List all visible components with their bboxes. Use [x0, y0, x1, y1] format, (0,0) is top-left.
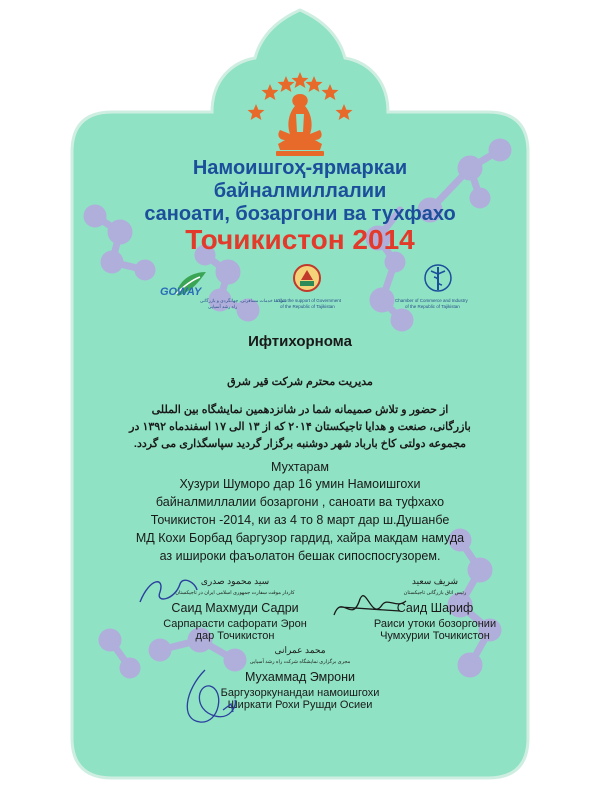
signatory-right-fa-title: رئیس اتاق بازرگانی تاجیکستان — [403, 590, 467, 596]
fa-body-line3: مجموعه دولتی کاخ بارباد شهر دوشنبه برگزار گردید سپاسگذاری می گردد. — [133, 438, 467, 450]
goway-name: GOWAY — [160, 286, 202, 298]
signatory-center-fa-name: محمد عمرانی — [274, 645, 326, 655]
goway-logo — [160, 268, 287, 314]
tj-body-line1: Хузури Шуморо дар 16 умин Намоишгохи — [179, 477, 421, 491]
signatory-left-name: Саид Махмуди Садри — [171, 601, 299, 615]
tj-body-line4: МД Кохи Борбад баргузор гардид, хайра макдам намуда — [135, 531, 465, 545]
signatory-right-fa-name: شریف سعید — [411, 576, 459, 586]
fa-body-line1: از حضور و تلاش صمیمانه شما در شانزدهمین نمایشگاه بین المللی — [151, 404, 449, 416]
signatory-center-name: Мухаммад Эмрони — [245, 670, 355, 684]
chamber-logo — [395, 262, 485, 316]
signatory-center-title-line2: Ширкати Рохи Рушди Осиеи — [227, 699, 373, 711]
chamber-caption-line2: of the Republic of Tajikistan — [405, 304, 460, 309]
signatory-center-title-line1: Баргузоркунандаи намоишгохи — [220, 687, 380, 699]
tj-body-line3: Точикистон -2014, ки аз 4 то 8 март дар ш.Душанбе — [150, 513, 450, 527]
goway-caption-line1: شرکت خدمات مسافرتی، جهانگردی و بازرگانی — [200, 298, 287, 303]
star-icon — [262, 84, 279, 100]
certificate-heading: Ифтихорнома — [248, 333, 352, 350]
signature-center — [175, 660, 255, 730]
signatory-right-title-line1: Раиси утоки бозоргонии — [373, 618, 497, 630]
crown-base — [276, 151, 324, 156]
tajikistan-coat-of-arms-icon — [292, 262, 322, 294]
crown-emblem — [240, 70, 360, 160]
star-icon — [322, 84, 339, 100]
goway-caption-line2: راه رشد آسیایی — [208, 304, 238, 309]
title-line-2: байналмиллалии — [213, 180, 387, 202]
government-caption-line2: of the Republic of Tajikistan — [280, 304, 335, 309]
title-line-4: Точикистон 2014 — [185, 224, 415, 255]
caduceus-icon — [423, 262, 453, 294]
signatory-right-title-line2: Чумхурии Точикистон — [380, 630, 490, 642]
government-logo — [262, 262, 352, 316]
fa-recipient: مدیریت محترم شرکت قیر شرق — [227, 376, 373, 388]
signatory-right-name: Саид Шариф — [396, 601, 474, 615]
star-icon — [306, 76, 323, 92]
fa-body-line2: بازرگانی، صنعت و هدایا تاجیکستان ۲۰۱۴ که از ۱۳ الی ۱۷ اسفندماه ۱۳۹۲ در — [129, 421, 471, 433]
crown-icon — [278, 94, 322, 150]
signatory-left-title-line2: дар Точикистон — [195, 630, 275, 642]
title-line-1: Намоишгоҳ-ярмаркаи — [192, 157, 408, 179]
star-icon — [248, 104, 265, 120]
chamber-caption-line1: Chamber of Commerce and Industry — [395, 298, 468, 303]
signatory-center-fa-title: مجری برگزاری نمایشگاه شرکت راه رشد آسیایی — [249, 659, 351, 665]
tj-body-line5: аз иширoки фаъолатон бешак сипоспосгузорем. — [159, 549, 441, 563]
signatory-left-title-line1: Сарпарасти сафорати Эрон — [163, 618, 307, 630]
tj-body-line2: байналмиллалии бозаргони , саноати ва туфхахо — [155, 495, 445, 509]
tj-salutation: Мухтарам — [271, 460, 329, 474]
signature-right — [330, 585, 410, 629]
star-icon — [278, 76, 295, 92]
title-line-3: саноати, бозаргони ва тухфахо — [144, 203, 456, 225]
star-icon — [336, 104, 353, 120]
signatory-left-fa-title: کاردار موقت سفارت جمهوری اسلامی ایران در تاجیکستان — [175, 590, 295, 596]
star-icon — [292, 72, 309, 88]
signature-left — [135, 572, 205, 612]
government-caption-line1: Under the support of Government — [274, 298, 342, 303]
signatory-left-fa-name: سید محمود صدری — [200, 576, 270, 586]
